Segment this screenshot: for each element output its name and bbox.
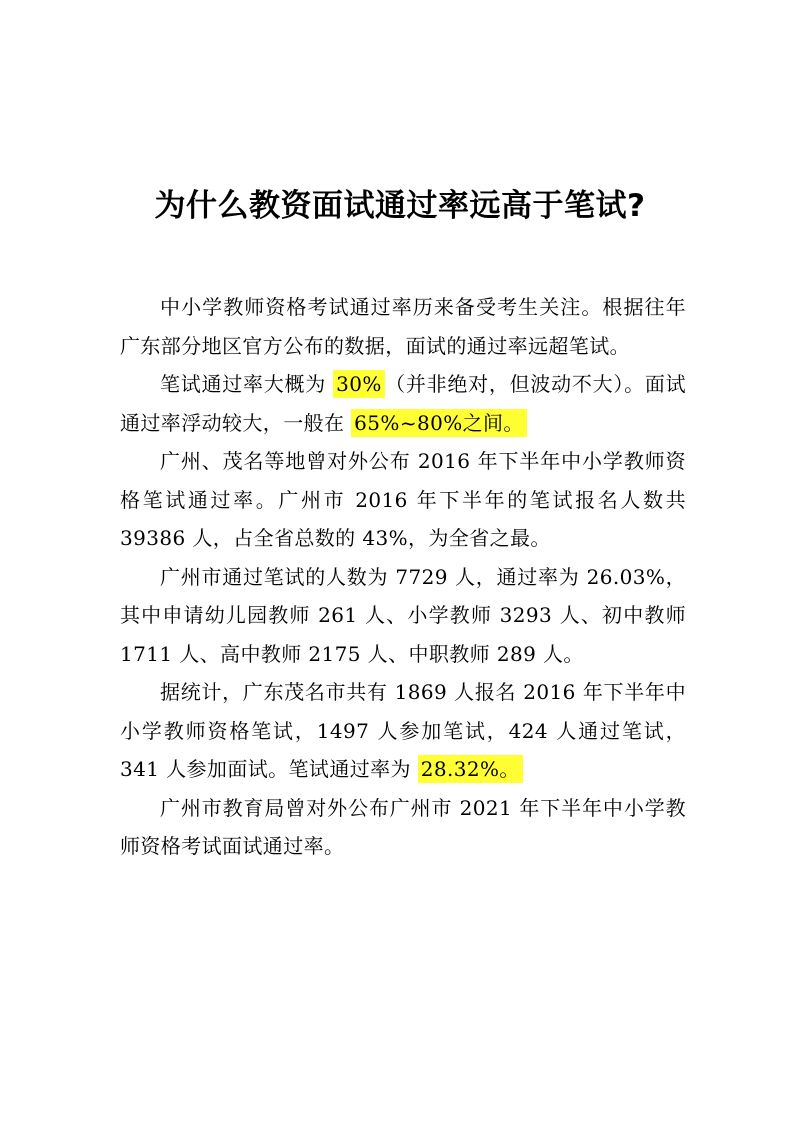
paragraph-guangzhou-pass: 广州市通过笔试的人数为 7729 人，通过率为 26.03%，其中申请幼儿园教师 261 人、小学教师 3293 人、初中教师 1711 人、高中教师 2175 人、中职教师 289 人。 <box>120 564 686 666</box>
document-title: 为什么教资面试通过率远高于笔试? <box>154 188 646 224</box>
paragraph-guangzhou-registration: 广州、茂名等地曾对外公布 2016 年下半年中小学教师资格笔试通过率。广州市 2016 年下半年的笔试报名人数共 39386 人，占全省总数的 43%，为全省之最。 <box>120 449 686 550</box>
paragraph-intro: 中小学教师资格考试通过率历来备受考生关注。根据往年广东部分地区官方公布的数据，面试的通过率远超笔试。 <box>120 295 686 358</box>
highlighted-written-rate: 30% <box>333 370 385 398</box>
paragraph-pass-rates <box>120 365 686 442</box>
highlighted-maoming-rate: 28.32%。 <box>418 755 523 783</box>
paragraph-text: 笔试通过率大概为 <box>160 372 334 396</box>
paragraph-text: 据统计，广东茂名市共有 1869 人报名 2016 年下半年中小学教师资格笔试，1497 人参加笔试，424 人通过笔试，341 人参加面试。笔试通过率为 <box>120 680 686 781</box>
paragraph-text: （并非绝对，但波动不大）。面试通过率浮动较大，一般在 <box>120 372 686 435</box>
document-body <box>120 288 686 866</box>
paragraph-guangzhou-2021: 广州市教育局曾对外公布广州市 2021 年下半年中小学教师资格考试面试通过率。 <box>120 795 686 858</box>
paragraph-maoming-stats <box>120 673 686 789</box>
highlighted-interview-rate: 65%~80%之间。 <box>351 409 527 437</box>
